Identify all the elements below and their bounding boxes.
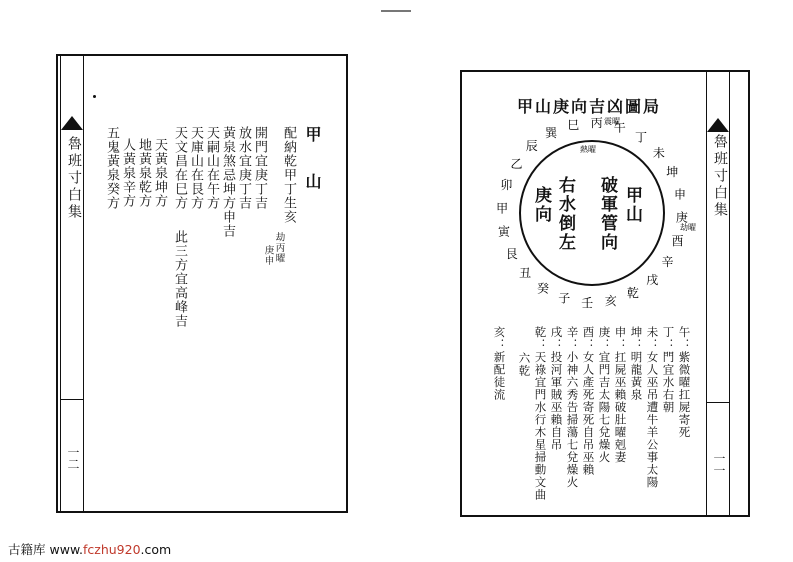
- compass-char: 酉: [671, 233, 684, 248]
- compass-char: 丑: [519, 266, 532, 281]
- left-page: [56, 54, 348, 513]
- page-number: 一一: [712, 452, 726, 476]
- compass-char: 辛: [661, 255, 674, 269]
- compass-char: 丙: [590, 116, 603, 131]
- compass-char: 乙: [510, 157, 523, 171]
- page-number: 一二: [66, 446, 80, 470]
- text-column: 黃泉煞忌坤方申吉: [220, 126, 235, 238]
- scan-mark: [381, 10, 411, 12]
- compass-char: 庚: [675, 210, 688, 225]
- compass-note: 震曜: [604, 117, 620, 126]
- compass-char: 癸: [536, 281, 550, 296]
- compass-note: 劫曜: [680, 223, 696, 232]
- text-column: 申：扛屍巫賴破肚曜剋妻: [613, 326, 628, 464]
- footer-label: 古籍库: [8, 542, 46, 557]
- heading: 甲 山: [303, 126, 322, 195]
- text-column: 酉：女人產死寄死自吊巫賴: [581, 326, 596, 476]
- text-column: 六乾: [517, 352, 532, 377]
- center-text: 甲山: [622, 186, 642, 224]
- compass-char: 未: [652, 145, 665, 160]
- book-title: 魯班寸白集: [66, 136, 82, 221]
- compass-char: 壬: [581, 295, 594, 310]
- text-column: 天庫山在艮方: [188, 126, 203, 210]
- spine-divider: [707, 402, 729, 403]
- text-column: 未：女人巫吊遭牛羊公事太陽: [645, 326, 660, 489]
- center-text: 庚向: [531, 186, 551, 224]
- compass-char: 午: [613, 120, 626, 135]
- text-column: 戌：投河軍賊巫賴自吊: [549, 326, 564, 451]
- compass-char: 丁: [634, 130, 648, 145]
- spine-divider: [61, 399, 83, 400]
- compass-note: 熱曜: [580, 145, 596, 154]
- compass-char: 申: [673, 187, 687, 202]
- text-column: 丁：門宜水右朝: [661, 326, 676, 414]
- center-text: 右水倒左: [555, 176, 575, 252]
- spine-marker-icon: [61, 116, 83, 130]
- compass-diagram: [474, 112, 714, 312]
- text-column: 午：紫微曜扛屍寄死: [677, 326, 692, 439]
- footer-site[interactable]: www.fczhu920.com: [49, 542, 172, 557]
- annotation: 劫丙曜: [273, 232, 285, 264]
- text-column: 天黃泉坤方: [152, 138, 167, 208]
- annotation: 庚申: [262, 245, 274, 266]
- compass-char: 卯: [500, 178, 513, 193]
- text-column: 人黃泉辛方: [120, 138, 135, 208]
- ink-dot: [93, 95, 96, 98]
- text-column: 亥：新配徒流: [492, 326, 507, 401]
- text-column: 五鬼黃泉癸方: [104, 126, 119, 210]
- book-title: 魯班寸白集: [712, 134, 728, 219]
- compass-char: 子: [558, 291, 571, 306]
- text-column: 辛：小神六秀告掃蕩七兌燥火: [565, 326, 580, 489]
- text-column: 乾：天祿宜門水行木星掃動文曲: [533, 326, 548, 501]
- text-column: 天嗣山在午方: [204, 126, 219, 210]
- text-column: 開門宜庚丁吉: [252, 126, 267, 210]
- compass-char: 辰: [525, 139, 538, 154]
- compass-char: 甲: [496, 201, 509, 216]
- text-column: 配納乾甲丁生亥: [281, 126, 296, 224]
- center-text: 破軍管向: [597, 176, 617, 252]
- compass-char: 亥: [604, 294, 617, 308]
- footer-watermark: [8, 540, 171, 558]
- compass-char: 艮: [505, 246, 518, 261]
- diagram-title: 甲山庚向吉凶圖局: [516, 97, 661, 116]
- text-column: 庚：宜門吉太陽七兌燥火: [597, 326, 612, 464]
- text-column: 放水宜庚丁吉: [236, 126, 251, 210]
- annotation: 此三方宜高峰吉: [172, 230, 187, 328]
- compass-char: 戌: [646, 272, 659, 287]
- compass-char: 巳: [567, 118, 580, 132]
- text-column: 地黃泉乾方: [136, 138, 151, 208]
- text-column: 坤：明龍黃泉: [629, 326, 644, 401]
- compass-char: 巽: [545, 125, 558, 140]
- left-spine: [60, 56, 84, 511]
- compass-char: 寅: [497, 224, 511, 239]
- text-column: 天文昌在巳方: [172, 126, 187, 210]
- compass-char: 坤: [666, 165, 679, 180]
- compass-char: 乾: [626, 286, 639, 301]
